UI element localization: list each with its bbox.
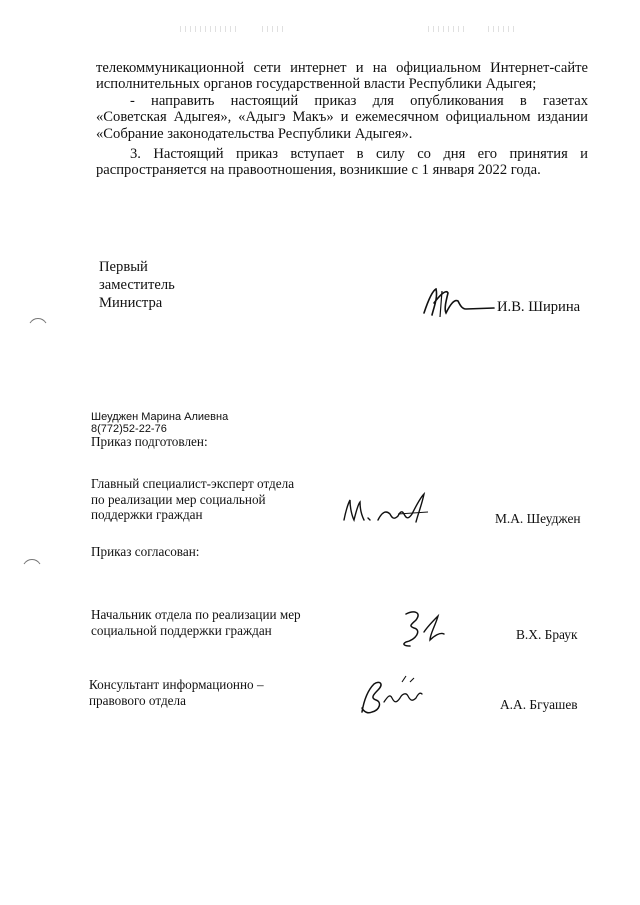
- scan-artifact: [488, 26, 518, 32]
- approver2-name: А.А. Бгуашев: [500, 697, 578, 712]
- text-line: «Советская Адыгея», «Адыгэ Макъ» и ежемесячном официальном издании: [96, 109, 588, 126]
- hole-punch-mark: [22, 556, 42, 566]
- preparer-position-line: по реализации мер социальной: [91, 491, 266, 507]
- scan-artifact: [428, 26, 468, 32]
- approver2-position: [89, 677, 264, 708]
- signatory-title-line: Первый: [99, 259, 148, 275]
- approver1-position-line: социальной поддержки граждан: [91, 622, 272, 638]
- approval-label: Приказ согласован:: [91, 544, 200, 559]
- scan-artifact: [180, 26, 240, 32]
- paragraph-publication-internet: [96, 60, 588, 93]
- approver1-position: [91, 607, 301, 638]
- signatory-title: [99, 258, 175, 312]
- paragraph-publication-newspapers: [96, 93, 588, 142]
- text-line: телекоммуникационной сети интернет и на официальном Интернет-сайте: [96, 60, 588, 76]
- text-line: «Собрание законодательства Республики Адыгея».: [96, 125, 413, 142]
- signatory-title-line: Министра: [99, 295, 163, 311]
- text-line: - направить настоящий приказ для опубликования в газетах: [130, 93, 588, 109]
- signature-sheudzhen: [338, 490, 430, 530]
- signatory-name: И.В. Ширина: [497, 299, 581, 315]
- signature-shirina: [420, 283, 500, 323]
- preparer-name: М.А. Шеуджен: [495, 511, 581, 526]
- preparer-position-line: поддержки граждан: [91, 507, 203, 522]
- executor-phone: 8(772)52-22-76: [91, 423, 167, 435]
- text-line: исполнительных органов государственной власти Республики Адыгея;: [96, 76, 537, 93]
- signature-bguashev: [354, 672, 428, 720]
- approver2-position-line: Консультант информационно –: [89, 677, 264, 692]
- scan-artifact: [262, 26, 284, 32]
- preparer-position: [91, 476, 294, 523]
- approver1-position-line: Начальник отдела по реализации мер: [91, 607, 301, 622]
- prepared-label: Приказ подготовлен:: [91, 434, 208, 449]
- signatory-title-line: заместитель: [99, 277, 175, 293]
- approver2-position-line: правового отдела: [89, 692, 186, 708]
- hole-punch-mark: [28, 315, 48, 325]
- text-line: 3. Настоящий приказ вступает в силу со дня его принятия и: [130, 146, 588, 162]
- signature-brauk: [394, 606, 454, 654]
- text-line: распространяется на правоотношения, возникшие с 1 января 2022 года.: [96, 162, 541, 179]
- executor-name: Шеуджен Марина Алиевна: [91, 411, 229, 423]
- preparer-position-line: Главный специалист-эксперт отдела: [91, 476, 295, 491]
- paragraph-effective-date: [96, 146, 588, 179]
- approver1-name: В.Х. Браук: [516, 627, 578, 642]
